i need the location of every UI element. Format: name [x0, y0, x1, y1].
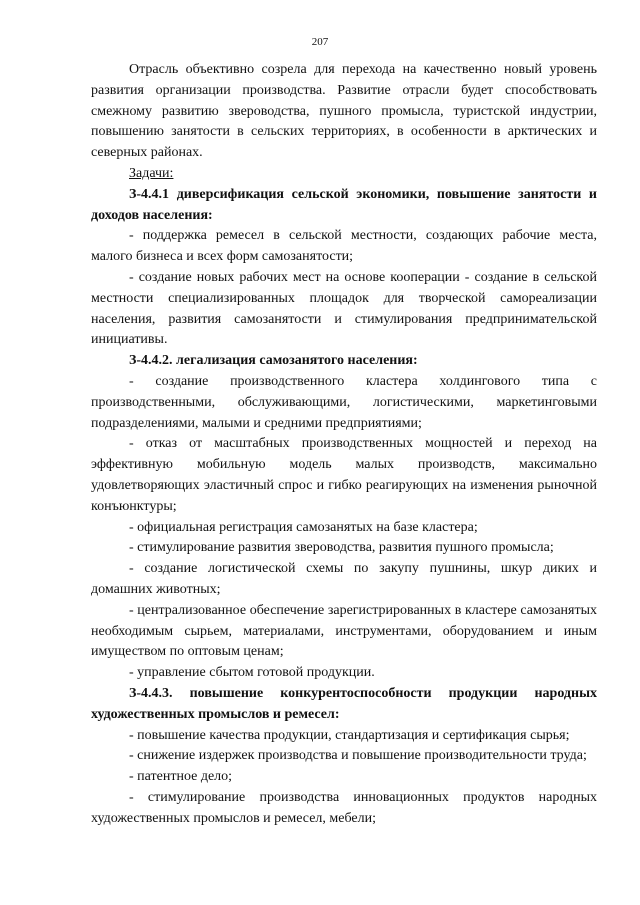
list-item: - управление сбытом готовой продукции.: [129, 665, 375, 681]
list-item: - создание новых рабочих мест на основе кооперации - создание в сельской местности специализированных площадок для творческой самореализации населения, развития самозанятости и стимулирования предпринимательской инициативы.: [91, 269, 597, 348]
list-item: - снижение издержек производства и повышение производительности труда;: [129, 748, 587, 764]
list-item: - поддержка ремесел в сельской местности, создающих рабочие места, малого бизнеса и всех форм самозанятости;: [91, 228, 597, 265]
tasks-label: Задачи:: [129, 165, 174, 181]
list-item: - стимулирование производства инновационных продуктов народных художественных промыслов и ремесел, мебели;: [91, 789, 597, 826]
section-heading-4-4-2: З-4.4.2. легализация самозанятого населения:: [129, 353, 418, 369]
intro-paragraph: Отрасль объективно созрела для перехода на качественно новый уровень развития организации производства. Развитие отрасли будет способствовать смежному развитию звероводства, пушного промысла, туристской индустрии, повышению занятости в сельских территориях, в особенности в арктических и северных районах.: [91, 62, 597, 161]
list-item: - повышение качества продукции, стандартизация и сертификация сырья;: [129, 727, 570, 743]
list-item: - отказ от масштабных производственных мощностей и переход на эффективную мобильную модель малых производств, максимально удовлетворяющих эластичный спрос и гибко реагирующих на изменения рыночной конъюнктуры;: [91, 436, 597, 514]
list-item: - патентное дело;: [129, 769, 233, 785]
list-item: - создание логистической схемы по закупу пушнины, шкур диких и домашних животных;: [91, 561, 597, 597]
list-item: - официальная регистрация самозанятых на базе кластера;: [129, 519, 478, 535]
list-item: - централизованное обеспечение зарегистрированных в кластере самозанятых необходимым сырьем, материалами, инструментами, оборудованием и иным имуществом по оптовым ценам;: [91, 602, 597, 660]
document-body: [91, 60, 597, 829]
section-heading-4-4-3: З-4.4.3. повышение конкурентоспособности продукции народных художественных промыслов и ремесел:: [91, 685, 597, 722]
page-number: 207: [311, 36, 329, 48]
section-heading-4-4-1: З-4.4.1 диверсификация сельской экономики, повышение занятости и доходов населения:: [91, 186, 597, 223]
list-item: - стимулирование развития звероводства, развития пушного промысла;: [129, 540, 554, 556]
list-item: - создание производственного кластера холдингового типа с производственными, обслуживающими, логистическими, маркетинговыми подразделениями, малыми и средними предприятиями;: [91, 373, 597, 431]
